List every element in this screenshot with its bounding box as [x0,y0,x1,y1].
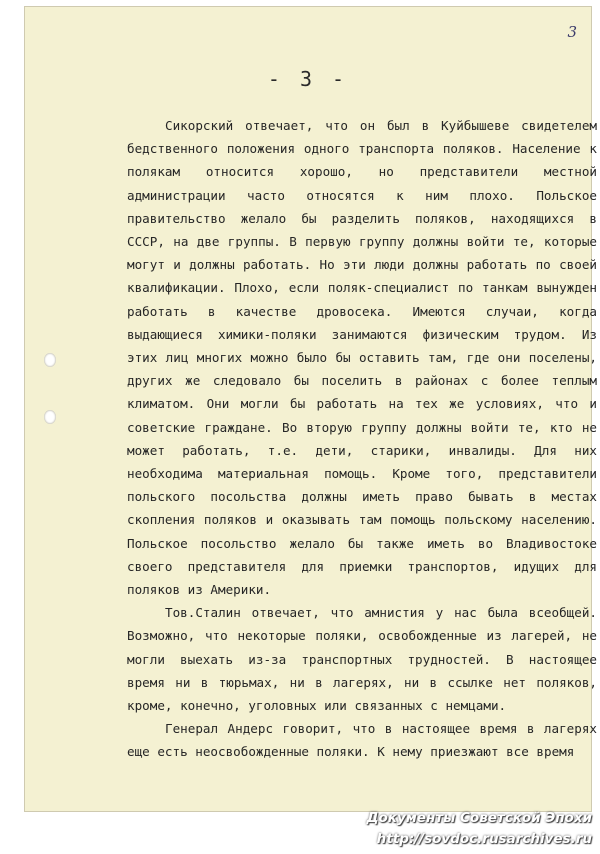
paragraph: Генерал Андерс говорит, что в настоящее время в лагерях еще есть неосвобожденные поляки. К нему приезжают все время [127,721,597,760]
punch-hole [44,353,56,367]
document-body [127,114,597,764]
watermark-url: http://sovdoc.rusarchives.ru [376,831,592,847]
paragraph: Сикорский отвечает, что он был в Куйбышеве свидетелем бедственного положения одного транспорта поляков. Население к полякам относится хорошо, но представители местной администрации часто относятся к ним плохо. Польское правительство желало бы разделить поляков, находящихся в СССР, на две группы. В первую группу должны войти те, которые могут и должны работать. Но эти люди должны работать по своей квалификации. Плохо, если поляк-специалист по танкам вынужден работать в качестве дровосека. Имеются случаи, когда выдающиеся химики-поляки занимаются физическим трудом. Из этих лиц многих можно было бы оставить там, где они поселены, других же следовало бы поселить в районах с более теплым климатом. Они могли бы работать на тех же условиях, что и советские граждане. Во вторую группу должны войти те, кто не может работать, т.е. дети, старики, инвалиды. Для них необходима материальная помощь. Кроме того, представители польского посольства должны иметь право бывать в местах скопления поляков и оказывать там помощь польскому населению. Польское посольство желало бы также иметь во Владивостоке своего представителя для приемки транспортов, идущих для поляков из Америки. [127,118,597,598]
watermark-title: Документы Советской Эпохи [366,810,592,826]
punch-hole [44,410,56,424]
paragraph: Тов.Сталин отвечает, что амнистия у нас была всеобщей. Возможно, что некоторые поляки, освобожденные из лагерей, не могли выехать из-за транспортных трудностей. В настоящее время ни в тюрьмах, ни в лагерях, ни в ссылке нет поляков, кроме, конечно, уголовных или связанных с немцами. [127,605,597,714]
archive-watermark [367,808,593,850]
document-page [24,6,597,812]
handwritten-page-number: 3 [567,23,577,41]
page-number: - 3 - [267,67,349,91]
